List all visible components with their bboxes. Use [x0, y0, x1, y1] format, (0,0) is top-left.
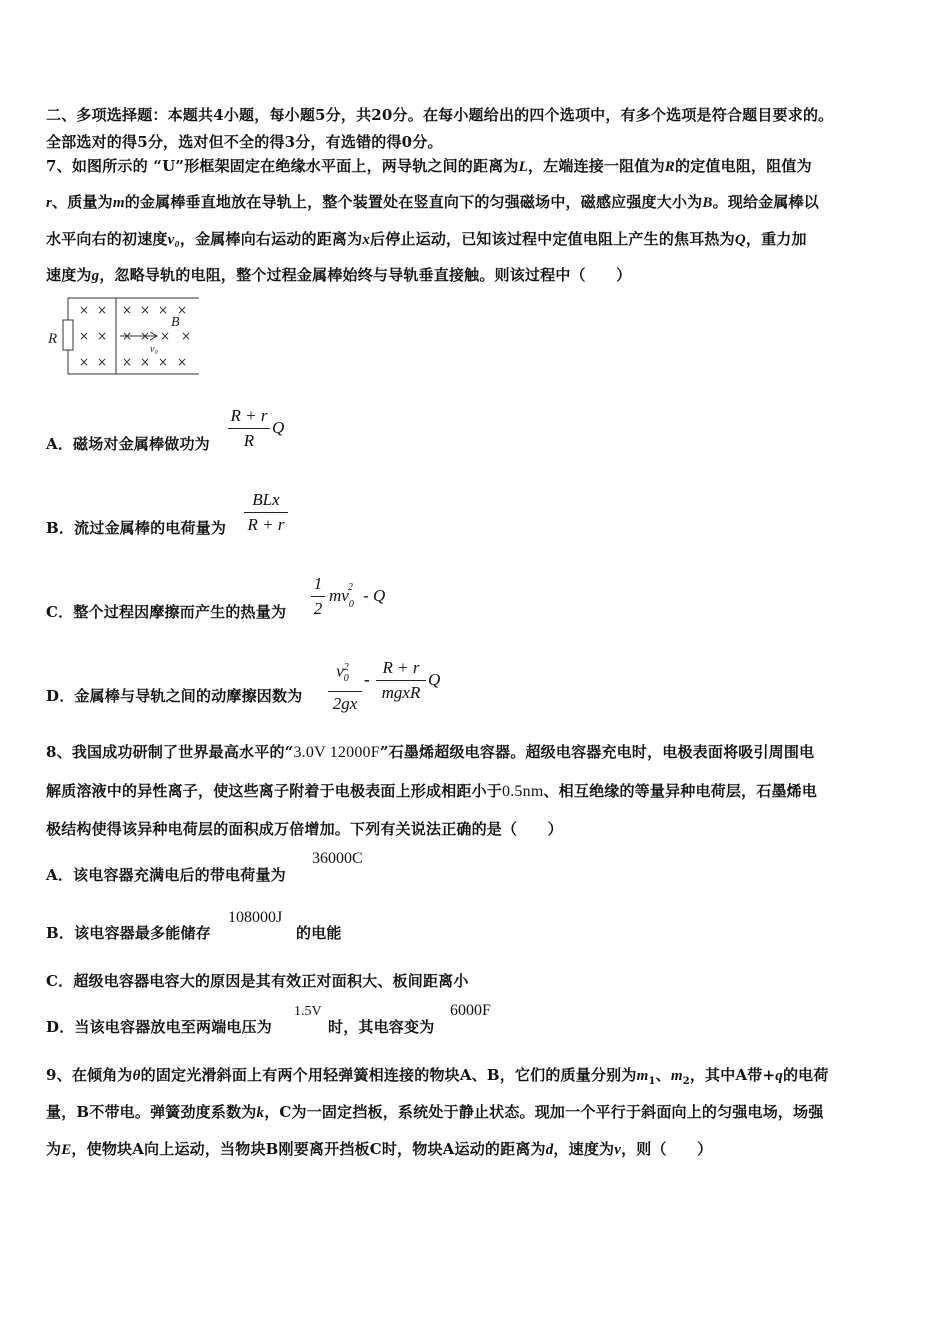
q8-option-b-label: B．该电容器最多能储存 — [46, 924, 211, 942]
q8-option-a-label: A．该电容器充满电后的带电荷量为 — [46, 866, 286, 884]
q7-option-a-tail: Q — [272, 418, 285, 437]
q7-option-b-label: B．流过金属棒的电荷量为 — [46, 519, 227, 537]
field-cross-mark: × — [158, 355, 169, 369]
q8-option-d-value-1: 1.5V — [294, 1004, 322, 1019]
field-cross-mark: × — [177, 355, 188, 369]
q9-text-line-3: 为E，使物块A向上运动，当物块B刚要离开挡板C时，物块A运动的距离为d，速度为v，则（ ） — [46, 1140, 713, 1158]
q7-option-c-fraction: 1 2 — [311, 573, 325, 620]
q9-text-line-2: 量，B不带电。弹簧劲度系数为k，C为一固定挡板，系统处于静止状态。现加一个平行于斜面向上的匀强电场，场强 — [46, 1103, 824, 1121]
q7-text-line-4: 速度为g，忽略导轨的电阻，整个过程金属棒始终与导轨垂直接触。则该过程中（ ） — [46, 266, 632, 284]
q8-option-b-value: 108000J — [228, 909, 283, 926]
q7-figure-v0-label: v₀ — [150, 344, 158, 355]
q7-figure-B-label: B — [171, 315, 180, 330]
field-cross-mark: × — [140, 329, 151, 343]
field-cross-mark: × — [79, 303, 90, 317]
field-cross-mark: × — [79, 329, 90, 343]
field-cross-mark: × — [122, 355, 133, 369]
q7-option-c-label: C．整个过程因摩擦而产生的热量为 — [46, 603, 287, 621]
q7-text-line-1: 7、如图所示的 “U”形框架固定在绝缘水平面上，两导轨之间的距离为L，左端连接一阻值为R的定值电阻，阻值为 — [46, 157, 812, 175]
field-cross-mark: × — [122, 329, 133, 343]
field-cross-mark: × — [79, 355, 90, 369]
q8-option-b-tail: 的电能 — [296, 924, 342, 942]
q7-option-a-fraction: R + r R — [228, 405, 270, 452]
field-cross-mark: × — [122, 303, 133, 317]
field-cross-mark: × — [160, 329, 171, 343]
field-cross-mark: × — [181, 329, 192, 343]
q7-text-line-3: 水平向右的初速度v₀，金属棒向右运动的距离为x后停止运动，已知该过程中定值电阻上产生的焦耳热为Q，重力加 — [46, 230, 807, 248]
q7-option-d-fraction-1: $v_0^2$ 2gx — [328, 657, 362, 715]
field-cross-mark: × — [97, 329, 108, 343]
field-cross-mark: × — [177, 303, 188, 317]
field-cross-mark: × — [140, 355, 151, 369]
q9-text-line-1: 9、在倾角为θ的固定光滑斜面上有两个用轻弹簧相连接的物块A、B，它们的质量分别为$m_1$、$m_2$，其中A带+q的电荷 — [46, 1066, 829, 1087]
field-cross-mark: × — [97, 355, 108, 369]
q7-text-line-2: r、质量为m的金属棒垂直地放在导轨上，整个装置处在竖直向下的匀强磁场中，磁感应强度大小为B。现给金属棒以 — [46, 193, 819, 211]
q7-option-d-minus: - — [364, 670, 370, 689]
q8-text-line-3: 极结构使得该异种电荷层的面积成万倍增加。下列有关说法正确的是（ ） — [46, 820, 563, 838]
q7-option-d-tail: Q — [428, 670, 441, 689]
field-cross-mark: × — [158, 303, 169, 317]
q7-option-d-fraction-2: R + r mgxR — [376, 657, 426, 704]
q7-option-a-label: A．磁场对金属棒做功为 — [46, 435, 210, 453]
q8-option-d-value-2: 6000F — [450, 1002, 491, 1019]
section-heading-line-2: 全部选对的得5分，选对但不全的得3分，有选错的得0分。 — [46, 133, 443, 151]
q8-text-line-1: 8、我国成功研制了世界最高水平的“3.0V 12000F”石墨烯超级电容器。超级电容器充电时，电极表面将吸引周围电 — [46, 743, 815, 761]
q7-option-d-label: D．金属棒与导轨之间的动摩擦因数为 — [46, 687, 303, 705]
q7-option-c-tail: $mv_0^2$ - Q — [329, 582, 386, 611]
q8-option-c-label: C．超级电容器电容大的原因是其有效正对面积大、板间距离小 — [46, 972, 469, 990]
q7-circuit-figure — [44, 292, 206, 378]
q8-option-d-mid: 时，其电容变为 — [328, 1018, 435, 1036]
q7-figure-R-label: R — [48, 331, 58, 347]
section-heading-line-1: 二、多项选择题：本题共4小题，每小题5分，共20分。在每小题给出的四个选项中，有多个选项是符合题目要求的。 — [46, 106, 834, 124]
q8-text-line-2: 解质溶液中的异性离子，使这些离子附着于电极表面上形成相距小于0.5nm、相互绝缘的等量异种电荷层，石墨烯电 — [46, 782, 818, 800]
q8-option-a-value: 36000C — [312, 850, 363, 867]
q8-option-d-label: D．当该电容器放电至两端电压为 — [46, 1018, 273, 1036]
q7-option-b-fraction: BLx R + r — [244, 489, 288, 536]
field-cross-mark: × — [140, 303, 151, 317]
field-cross-mark: × — [97, 303, 108, 317]
